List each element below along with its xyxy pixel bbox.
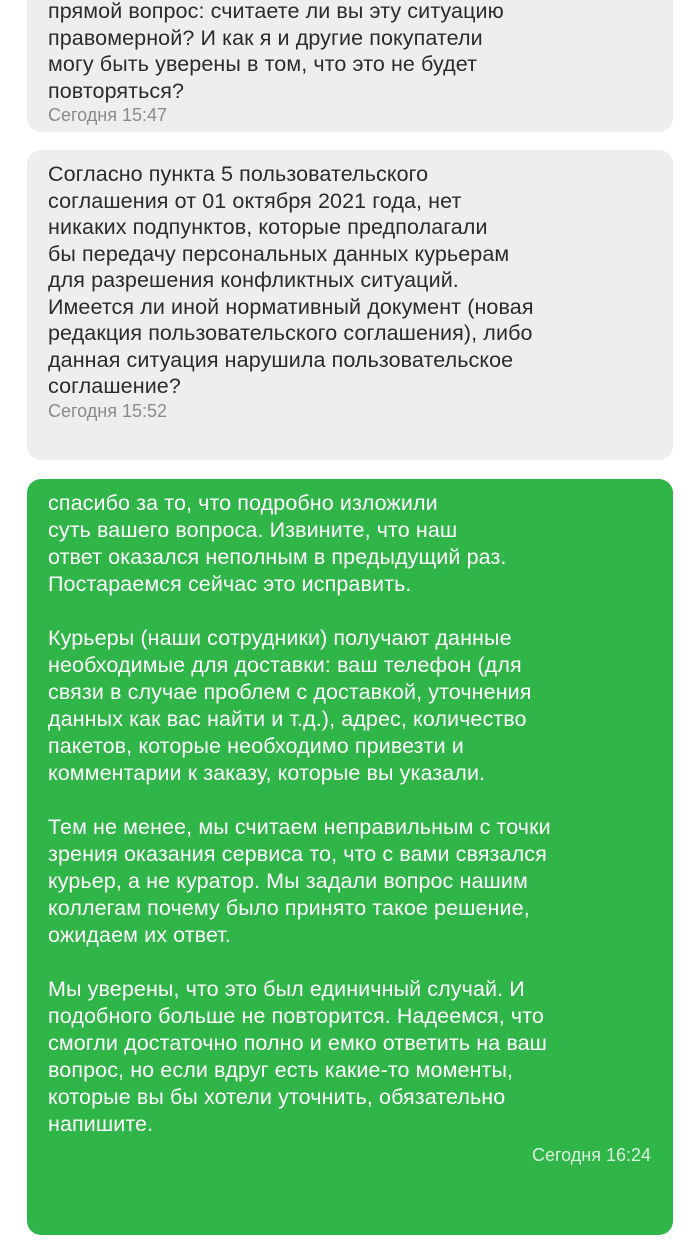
chat-message-incoming	[27, 150, 673, 460]
message-text: спасибо за то, что подробно изложили суть вашего вопроса. Извините, что наш ответ оказался неполным в предыдущий раз. Постараемся сейчас это исправить. Курьеры (наши сотрудники) получают данные необходимые для доставки: ваш телефон (для связи в случае проблем с доставкой, уточнения данных как вас найти и т.д.), адрес, количество пакетов, которые необходимо привезти и комментарии к заказу, которые вы указали. Тем не менее, мы считаем неправильным с точки зрения оказания сервиса то, что с вами связался курьер, а не куратор. Мы задали вопрос нашим коллегам почему было принято такое решение, ожидаем их ответ. Мы уверены, что это был единичный случай. И подобного больше не повторится. Надеемся, что смогли достаточно полно и емко ответить на ваш вопрос, но если вдруг есть какие-то моменты, которые вы бы хотели уточнить, обязательно напишите.	[48, 491, 551, 1136]
chat-message-outgoing	[27, 479, 673, 1235]
message-timestamp: Сегодня 16:24	[531, 1145, 651, 1165]
message-timestamp: Сегодня 15:52	[48, 400, 168, 421]
message-text: Согласно пункта 5 пользовательского соглашения от 01 октября 2021 года, нет никаких подпунктов, которые предполагали бы передачу персональных данных курьерам для разрешения конфликтных ситуаций. Имеется ли иной нормативный документ (новая редакция пользовательского соглашения), либо данная ситуация нарушила пользовательское соглашение?	[48, 162, 534, 398]
chat-message-incoming	[27, 0, 673, 132]
message-timestamp: Сегодня 15:47	[48, 105, 168, 125]
message-text: прямой вопрос: считаете ли вы эту ситуацию правомерной? И как я и другие покупатели могу быть уверены в том, что это не будет повторяться?	[48, 0, 504, 103]
